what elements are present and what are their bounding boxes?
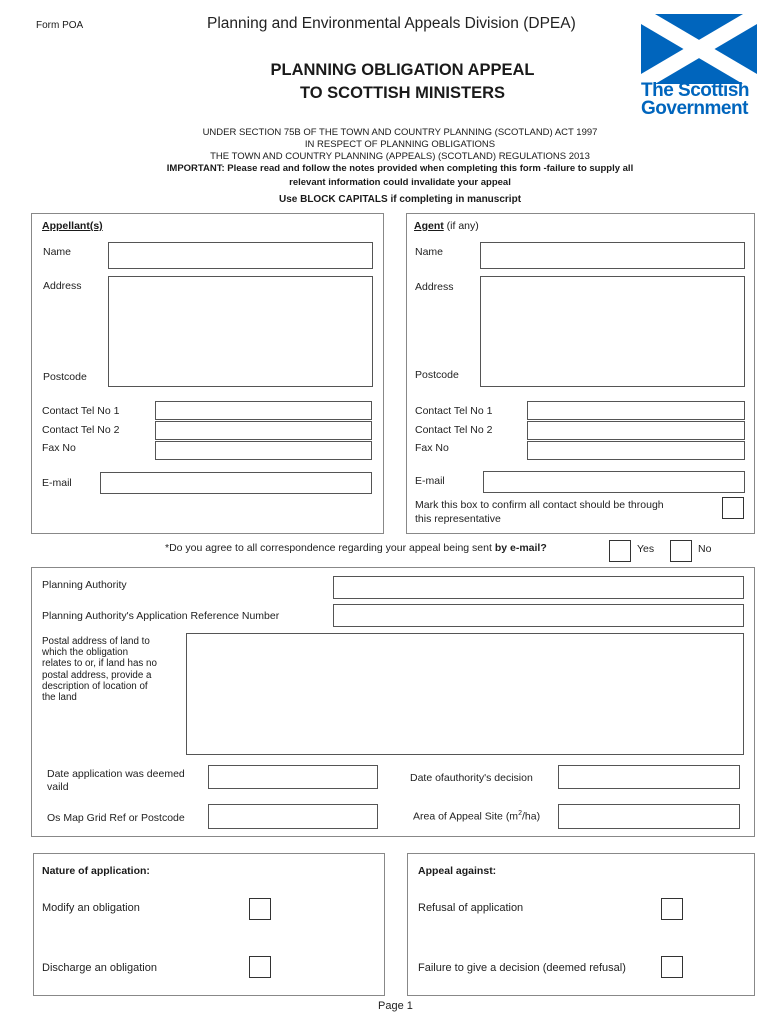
- agent-tel1-label: Contact Tel No 1: [415, 405, 493, 417]
- os-map-label: Os Map Grid Ref or Postcode: [47, 812, 185, 824]
- agent-confirm-label-line1: Mark this box to confirm all contact should be through: [415, 499, 664, 511]
- logo-text-line1: The Scottish: [641, 80, 750, 101]
- date-valid-label-line1: Date application was deemed: [47, 768, 185, 780]
- division-title: Planning and Environmental Appeals Division (DPEA): [207, 15, 576, 32]
- important-notice-line2: relevant information could invalidate your appeal: [289, 177, 511, 188]
- app-ref-label: Planning Authority's Application Reference Number: [42, 610, 280, 622]
- legal-obligations-line: IN RESPECT OF PLANNING OBLIGATIONS: [304, 139, 496, 150]
- email-consent-no-checkbox[interactable]: [670, 540, 692, 562]
- area-field[interactable]: [558, 804, 740, 829]
- area-label-prefix: Area of Appeal Site (m: [413, 810, 519, 823]
- appellant-tel1-field[interactable]: [155, 401, 372, 420]
- postal-address-label-line6: the land: [42, 692, 77, 704]
- postal-address-label-line5: description of location of: [42, 680, 148, 692]
- planning-authority-field[interactable]: [333, 576, 744, 599]
- important-notice-line1: IMPORTANT: Please read and follow the notes provided when completing this form -failure to supply all: [166, 163, 634, 174]
- appellant-heading: Appellant(s): [42, 220, 103, 232]
- discharge-obligation-label: Discharge an obligation: [42, 962, 157, 974]
- appellant-fax-label: Fax No: [42, 442, 76, 454]
- agent-confirm-checkbox[interactable]: [722, 497, 744, 519]
- appellant-tel2-field[interactable]: [155, 421, 372, 440]
- refusal-checkbox[interactable]: [661, 898, 683, 920]
- appellant-fax-field[interactable]: [155, 441, 372, 460]
- appellant-address-field[interactable]: [108, 276, 373, 387]
- agent-heading-label: Agent: [414, 220, 444, 232]
- refusal-label: Refusal of application: [418, 902, 524, 914]
- appellant-tel2-label: Contact Tel No 2: [42, 424, 120, 436]
- failure-checkbox[interactable]: [661, 956, 683, 978]
- agent-fax-label: Fax No: [415, 442, 449, 454]
- block-capitals-note: Use BLOCK CAPITALS if completing in manuscript: [278, 194, 522, 205]
- email-consent-question: [165, 542, 547, 554]
- area-label: [413, 810, 540, 823]
- agent-heading-suffix: (if any): [443, 220, 479, 232]
- scottish-government-logo: [641, 14, 757, 120]
- legal-act-line: UNDER SECTION 75B OF THE TOWN AND COUNTRY PLANNING (SCOTLAND) ACT 1997: [202, 127, 598, 138]
- email-consent-text: *Do you agree to all correspondence regarding your appeal being sent: [165, 542, 495, 554]
- page-title-line1: PLANNING OBLIGATION APPEAL: [270, 61, 535, 79]
- page-number: Page 1: [378, 1000, 413, 1012]
- discharge-obligation-checkbox[interactable]: [249, 956, 271, 978]
- agent-heading: [414, 220, 479, 232]
- appeal-against-heading: Appeal against:: [418, 865, 497, 877]
- date-valid-field[interactable]: [208, 765, 378, 789]
- planning-authority-label: Planning Authority: [42, 579, 127, 591]
- legal-regulations-line: THE TOWN AND COUNTRY PLANNING (APPEALS) (SCOTLAND) REGULATIONS 2013: [210, 151, 590, 162]
- email-consent-bold: by e-mail?: [494, 542, 547, 554]
- failure-label: Failure to give a decision (deemed refusal): [418, 962, 626, 974]
- postal-address-label-line2: which the obligation: [42, 647, 129, 659]
- date-decision-label: Date ofauthority's decision: [410, 772, 533, 784]
- form-code: Form POA: [36, 20, 84, 31]
- postal-address-label: [42, 636, 157, 703]
- app-ref-field[interactable]: [333, 604, 744, 627]
- appellant-name-label: Name: [43, 246, 72, 258]
- agent-name-label: Name: [415, 246, 444, 258]
- saltire-flag-icon: [641, 14, 757, 84]
- agent-tel1-field[interactable]: [527, 401, 745, 420]
- appellant-name-field[interactable]: [108, 242, 373, 269]
- email-consent-no-label: No: [698, 543, 712, 555]
- agent-address-label: Address: [415, 281, 454, 293]
- postal-address-label-line3: relates to or, if land has no: [42, 658, 157, 670]
- date-valid-label: [47, 768, 185, 794]
- appellant-email-label: E-mail: [42, 477, 72, 489]
- agent-tel2-label: Contact Tel No 2: [415, 424, 493, 436]
- appellant-postcode-label: Postcode: [43, 371, 87, 383]
- date-decision-field[interactable]: [558, 765, 740, 789]
- area-label-sup: 2: [518, 810, 522, 817]
- agent-tel2-field[interactable]: [527, 421, 745, 440]
- appellant-address-label: Address: [43, 280, 82, 292]
- modify-obligation-label: Modify an obligation: [42, 902, 140, 914]
- email-consent-yes-label: Yes: [637, 543, 655, 555]
- agent-name-field[interactable]: [480, 242, 745, 269]
- os-map-field[interactable]: [208, 804, 378, 829]
- postal-address-label-line1: Postal address of land to: [42, 636, 150, 647]
- agent-email-field[interactable]: [483, 471, 745, 493]
- agent-email-label: E-mail: [415, 475, 445, 487]
- postal-address-label-line4: postal address, provide a: [42, 669, 152, 681]
- modify-obligation-checkbox[interactable]: [249, 898, 271, 920]
- agent-fax-field[interactable]: [527, 441, 745, 460]
- nature-heading: Nature of application:: [42, 865, 150, 877]
- agent-address-field[interactable]: [480, 276, 745, 387]
- appellant-email-field[interactable]: [100, 472, 372, 494]
- email-consent-yes-checkbox[interactable]: [609, 540, 631, 562]
- logo-text-line2: Government: [641, 98, 748, 119]
- page-title-line2: TO SCOTTISH MINISTERS: [299, 84, 506, 102]
- agent-postcode-label: Postcode: [415, 369, 459, 381]
- area-label-suffix: /ha): [521, 810, 541, 823]
- postal-address-field[interactable]: [186, 633, 744, 755]
- appellant-tel1-label: Contact Tel No 1: [42, 405, 120, 417]
- agent-confirm-label-line2: this representative: [415, 513, 501, 525]
- date-valid-label-line2: vaild: [47, 781, 69, 793]
